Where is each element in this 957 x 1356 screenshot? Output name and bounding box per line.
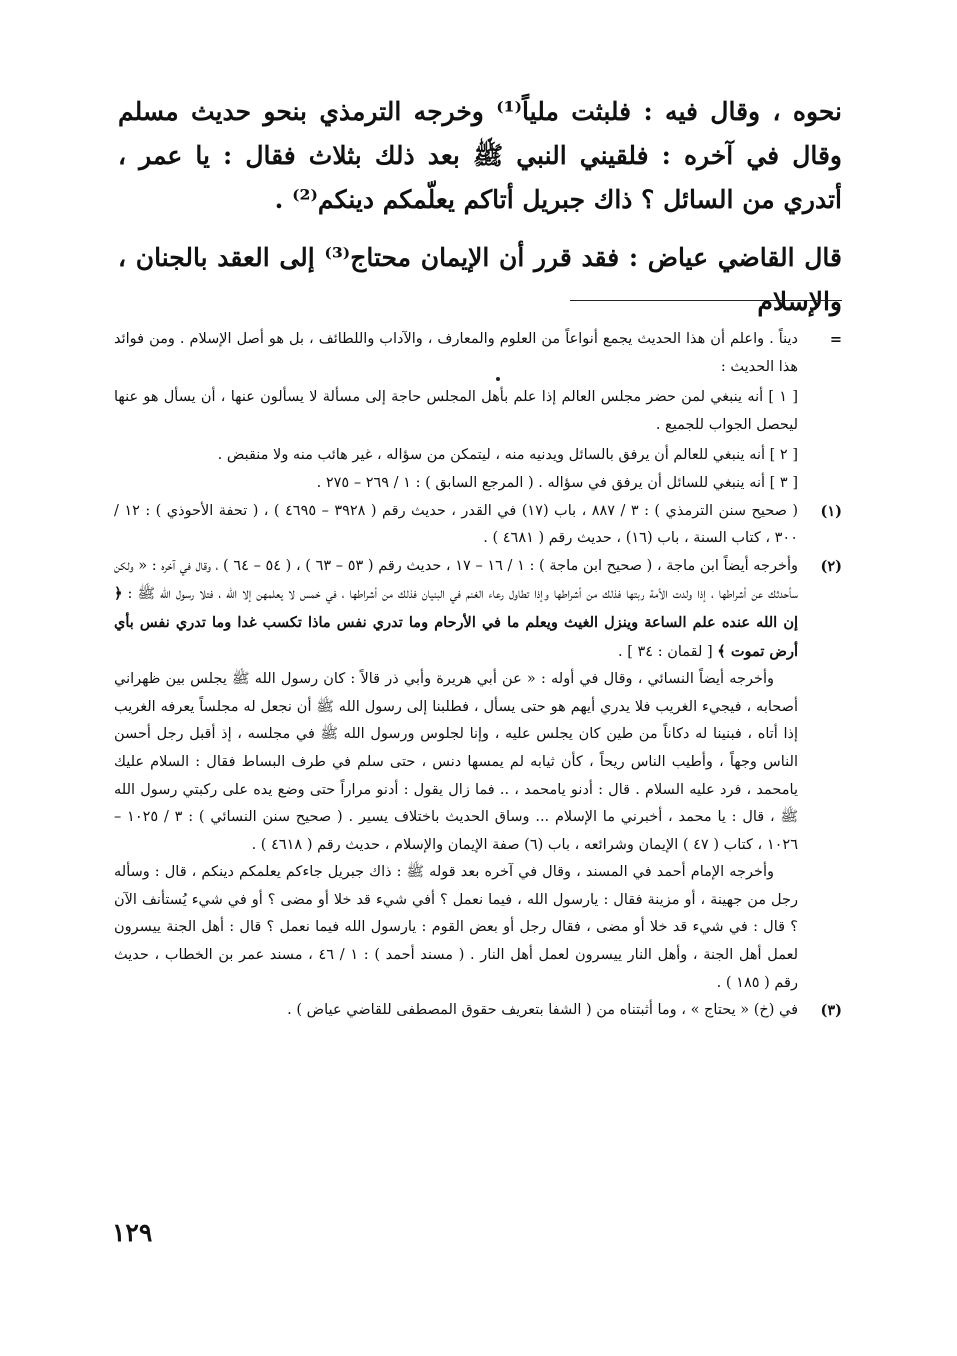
footnote-2-ibn-majah-text: وأخرجه أيضاً ابن ماجة ، ( صحيح ابن ماجة ) : ١ / ١٦ – ١٧ ، حديث رقم ( ٥٣ – ٦٣ ) ، ( ٥٤ – ٦٤ ) ، وقال في آخره : « ولكن سأحدثك عن أشراطها ، إذا ولدت الأمة ربتها فذلك من أشراطها وإذا تطاول رعاء الغنم في البنيان فذلك من أشراطها ، في خمس لا يعلمهن إلا الله ، فتلا رسول الله ﷺ : xyxy=(114,557,799,603)
footnote-continuation-marker: = xyxy=(829,331,842,348)
main-paragraph-2: قال القاضي عياض : فقد قرر أن الإيمان محتاج⁽³⁾ إلى العقد بالجنان ، والإسلام xyxy=(118,243,842,316)
footnote-2-ahmad: وأخرجه الإمام أحمد في المسند ، وقال في آخره بعد قوله ﷺ : ذاك جبريل جاءكم يعلمكم دينكم ، قال : وسأله رجل من جهينة ، أو مزينة فقال : يارسول الله ، فيما نعمل ؟ أفي شيء قد خلا أو مضى ؟ أو في شيء يُستأنف الآن ؟ قال : في شيء قد خلا أو مضى ، فقال رجل أو بعض القوم : يارسول الله فيما نعمل ؟ قال : أهل الجنة ييسرون لعمل أهل الجنة ، وأهل النار ييسرون لعمل أهل النار . ( مسند أحمد ) : ١ / ٤٦ ، مسند عمر بن الخطاب ، حديث رقم ( ١٨٥ ) . xyxy=(114,864,799,991)
footnote-continuation-line: [ ٣ ] أنه ينبغي للسائل أن يرفق في سؤاله . ( المرجع السابق ) : ١ / ٢٦٩ – ٢٧٥ . xyxy=(316,474,798,491)
footnote-2 xyxy=(114,553,842,998)
main-paragraph-1: نحوه ، وقال فيه : فلبثت ملياً⁽¹⁾ وخرجه الترمذي بنحو حديث مسلم وقال في آخره : فلقيني النبي ﷺ بعد ذلك بثلاث فقال : يا عمر ، أتدري من السائل ؟ ذاك جبريل أتاكم يعلّمكم دينكم⁽²⁾ . xyxy=(118,97,843,214)
footnote-3-marker: (٣) xyxy=(820,1002,842,1020)
main-text xyxy=(118,90,842,324)
quran-reference: [ لقمان : ٣٤ ] . xyxy=(618,643,713,660)
footnote-continuation xyxy=(114,326,842,498)
footnote-continuation-line: ديناً . واعلم أن هذا الحديث يجمع أنواعاً من العلوم والمعارف ، والآداب واللطائف ، بل هو أصل الإسلام . ومن فوائد هذا الحديث : xyxy=(114,331,798,375)
footnote-continuation-line: [ ٢ ] أنه ينبغي للعالم أن يرفق بالسائل ويدنيه منه ، ليتمكن من سؤاله ، غير هائب منه ولا منقبض . xyxy=(217,447,798,464)
footnote-3-text: في (خ) « يحتاج » ، وما أثبتناه من ( الشفا بتعريف حقوق المصطفى للقاضي عياض ) . xyxy=(287,1002,798,1019)
quran-verse: ﴿ إن الله عنده علم الساعة وينزل الغيث ويعلم ما في الأرحام وما تدري نفس ماذا تكسب غدا وما تدري نفس بأي أرض تموت ﴾ xyxy=(114,585,798,660)
footnote-3 xyxy=(114,997,842,1025)
footnotes xyxy=(114,326,842,1025)
footnote-1 xyxy=(114,498,842,553)
footnote-1-text: ( صحيح سنن الترمذي ) : ٣ / ٨٨٧ ، باب (١٧) في القدر ، حديث رقم ( ٣٩٢٨ – ٤٦٩٥ ) ، ( تحفة الأحوذي ) : ١٢ / ٣٠٠ ، كتاب السنة ، باب (١٦) ، حديث رقم ( ٤٦٨١ ) . xyxy=(114,502,799,547)
footnote-1-marker: (١) xyxy=(820,502,842,520)
page-number: ١٢٩ xyxy=(112,1218,153,1247)
ink-speck xyxy=(496,377,500,381)
footnote-2-marker: (٢) xyxy=(820,557,842,575)
footnote-2-nasai: وأخرجه أيضاً النسائي ، وقال في أوله : « عن أبي هريرة وأبي ذر قالاً : كان رسول الله ﷺ يجلس بين ظهراني أصحابه ، فيجيء الغريب فلا يدري أيهم هو حتى يسأل ، فطلبنا إلى رسول الله ﷺ أن نجعل له مجلساً يعرفه الغريب إذا أتاه ، فبنينا له دكاناً من طين كان يجلس عليه ، وإنا لجلوس ورسول الله ﷺ في مجلسه ، إذ أقبل رجل أحسن الناس وجهاً ، وأطيب الناس ريحاً ، كأن ثيابه لم يمسها دنس ، حتى سلم في طرف البساط فقال : السلام عليك يامحمد ، فرد عليه السلام . قال : أدنو يامحمد ، .. فما زال يقول : أدنو مراراً حتى وضع يده على ركبتي رسول الله ﷺ ، قال : يا محمد ، أخبرني ما الإسلام ... وساق الحديث باختلاف يسير . ( صحيح سنن النسائي ) : ٣ / ١٠٢٥ – ١٠٢٦ ، كتاب ( ٤٧ ) الإيمان وشرائعه ، باب (٦) صفة الإيمان والإسلام ، حديث رقم ( ٤٦١٨ ) . xyxy=(114,671,799,853)
footnote-2-ibn-majah xyxy=(114,553,798,666)
footnote-continuation-line: [ ١ ] أنه ينبغي لمن حضر مجلس العالم إذا علم بأهل المجلس حاجة إلى مسألة لا يسألون عنها ، أن يسأل هو عنها ليحصل الجواب للجميع . xyxy=(114,389,798,433)
footnote-separator xyxy=(570,300,842,301)
